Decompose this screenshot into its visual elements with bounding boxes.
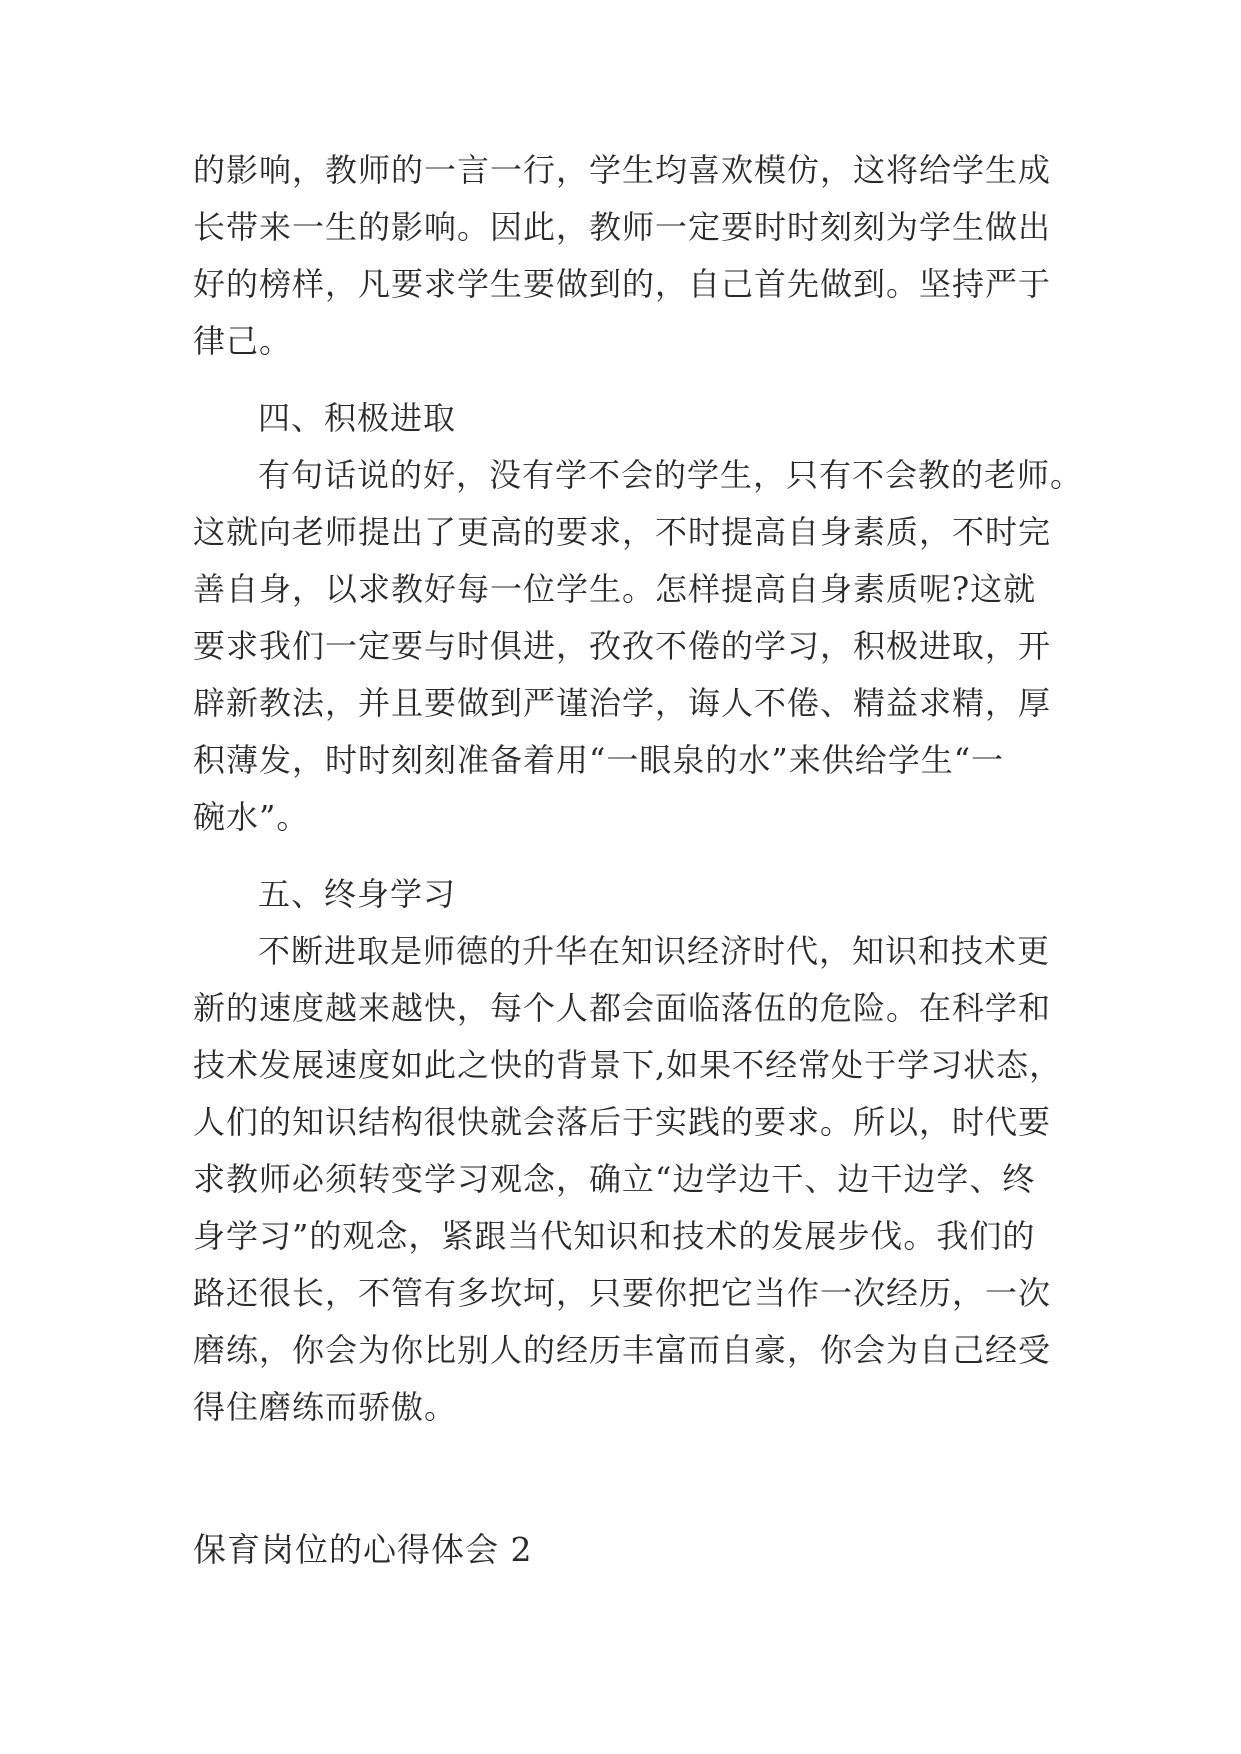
next-article-title: 保育岗位的心得体会 2 [193, 1530, 533, 1569]
paragraph-line: 要求我们一定要与时俱进，孜孜不倦的学习，积极进取，开 [193, 627, 1052, 665]
section-heading: 四、积极进取 [258, 399, 457, 437]
paragraph-line: 好的榜样，凡要求学生要做到的，自己首先做到。坚持严于 [193, 265, 1052, 303]
paragraph-line: 新的速度越来越快，每个人都会面临落伍的危险。在科学和 [193, 989, 1052, 1027]
paragraph-line: 辟新教法，并且要做到严谨治学，诲人不倦、精益求精，厚 [193, 684, 1052, 722]
paragraph-line: 人们的知识结构很快就会落后于实践的要求。所以，时代要 [193, 1103, 1052, 1141]
paragraph-line: 身学习”的观念，紧跟当代知识和技术的发展步伐。我们的 [193, 1217, 1036, 1255]
paragraph-line: 积薄发，时时刻刻准备着用“一眼泉的水”来供给学生“一 [193, 741, 1005, 779]
paragraph-line: 的影响，教师的一言一行，学生均喜欢模仿，这将给学生成 [193, 151, 1052, 189]
paragraph-line: 这就向老师提出了更高的要求，不时提高自身素质，不时完 [193, 513, 1052, 551]
paragraph-line: 磨练，你会为你比别人的经历丰富而自豪，你会为自己经受 [193, 1331, 1052, 1369]
paragraph-line: 求教师必须转变学习观念，确立“边学边干、边干边学、终 [193, 1160, 1036, 1198]
paragraph-line: 碗水”。 [193, 798, 310, 836]
paragraph-line: 长带来一生的影响。因此，教师一定要时时刻刻为学生做出 [193, 208, 1052, 246]
paragraph-line: 不断进取是师德的升华在知识经济时代，知识和技术更 [258, 932, 1051, 970]
paragraph-line: 有句话说的好，没有学不会的学生，只有不会教的老师。 [258, 456, 1084, 494]
paragraph-line: 善自身，以求教好每一位学生。怎样提高自身素质呢?这就 [193, 570, 1037, 608]
paragraph-line: 技术发展速度如此之快的背景下,如果不经常处于学习状态， [193, 1046, 1063, 1084]
paragraph-line: 律己。 [193, 322, 293, 360]
paragraph-line: 得住磨练而骄傲。 [193, 1388, 458, 1426]
paragraph-line: 路还很长，不管有多坎坷，只要你把它当作一次经历，一次 [193, 1274, 1052, 1312]
section-heading: 五、终身学习 [258, 875, 457, 913]
